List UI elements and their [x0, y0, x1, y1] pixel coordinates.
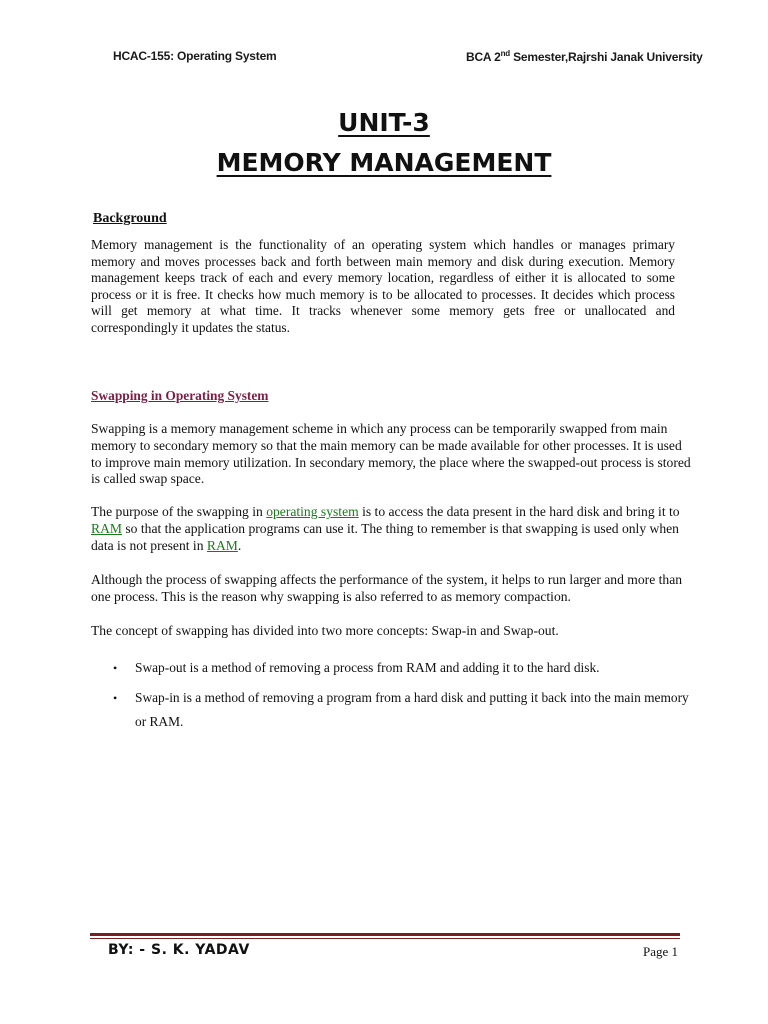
- footer-rule-thin: [90, 938, 680, 939]
- swapping-paragraph-3: Although the process of swapping affects the performance of the system, it helps to run larger and more than one process. This is the reason why swapping is also referred to as memory compaction.: [91, 572, 683, 604]
- swap-concepts-list: [91, 656, 691, 740]
- footer-author: BY: - S. K. YADAV: [108, 942, 250, 958]
- swapping-heading[interactable]: Swapping in Operating System: [91, 388, 269, 403]
- ram-link-2[interactable]: RAM: [206, 537, 238, 553]
- swapping-paragraph-2: The purpose of the swapping in operating system is to access the data present in the hard disk and bring it to RAM so that the application programs can use it. The thing to remember is that swapping is used only when data is not present in RAM.: [91, 504, 680, 553]
- chapter-title: MEMORY MANAGEMENT: [216, 148, 552, 177]
- page-number: Page 1: [642, 944, 678, 959]
- background-heading: Background: [93, 211, 167, 226]
- header-semester: BCA 2nd Semester,Rajrshi Janak University: [466, 49, 703, 64]
- ram-link[interactable]: RAM: [91, 520, 122, 536]
- list-item: • Swap-in is a method of removing a program from a hard disk and putting it back into the main memory or RAM.: [91, 686, 691, 734]
- swapping-paragraph-1: Swapping is a memory management scheme in which any process can be temporarily swapped from main memory to secondary memory so that the main memory can be made available for other processes. It is used to improve main memory utilization. In secondary memory, the place where the swapped-out process is stored is called swap space.: [91, 421, 691, 487]
- header-course: HCAC-155: Operating System: [113, 49, 277, 63]
- swapping-paragraph-4: The concept of swapping has divided into two more concepts: Swap-in and Swap-out.: [91, 623, 559, 638]
- operating-system-link[interactable]: operating system: [266, 504, 359, 519]
- list-item: • Swap-out is a method of removing a process from RAM and adding it to the hard disk.: [91, 656, 691, 680]
- unit-title: UNIT-3: [338, 108, 430, 137]
- background-paragraph: Memory management is the functionality of an operating system which handles or manages primary memory and moves processes back and forth between main memory and disk during execution. Memory management keeps track of each and every memory location, regardless of either it is allocated to some process or it is free. It checks how much memory is to be allocated to processes. It decides which process will get memory at what time. It tracks whenever some memory gets free or unallocated and correspondingly it updates the status.: [91, 237, 675, 335]
- footer-rule: [90, 933, 680, 936]
